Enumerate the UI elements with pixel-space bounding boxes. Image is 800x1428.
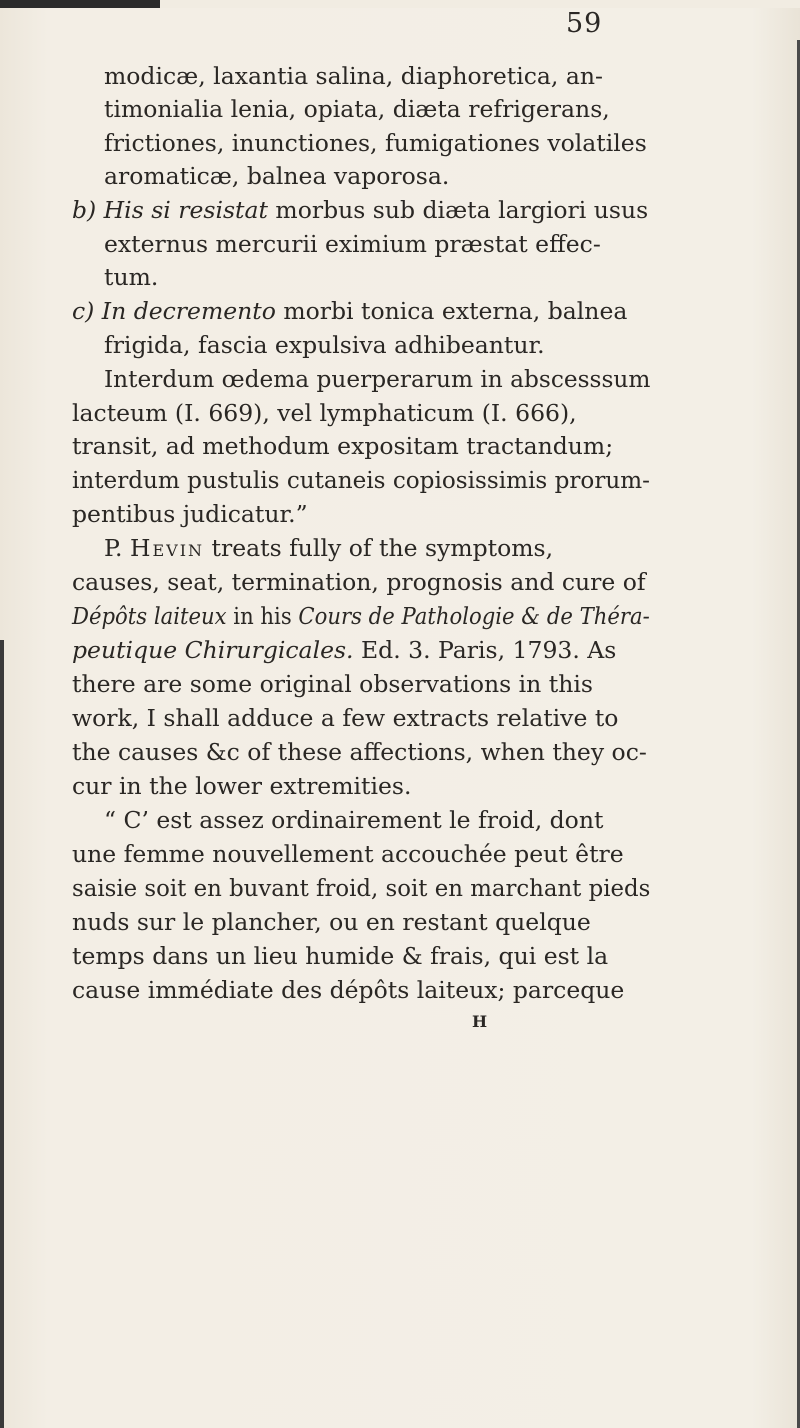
page-number: 59 xyxy=(566,8,603,39)
line-text-italic: decremento xyxy=(133,297,276,325)
line-text: morbi tonica externa, balnea xyxy=(275,297,628,325)
text-line xyxy=(72,907,591,937)
line-text: lacteum (I. 669), vel lymphaticum (I. 666), xyxy=(72,399,577,427)
signature-mark: H xyxy=(472,1012,488,1031)
text-line xyxy=(72,771,411,801)
text-line xyxy=(72,195,648,225)
line-text: saisie soit en buvant froid, soit en marchant pieds xyxy=(72,874,651,902)
text-line xyxy=(104,330,545,360)
text-line xyxy=(72,296,627,326)
book-title: peutique Chirurgicales. xyxy=(72,636,354,664)
book-title: Cours de Pathologie & de Théra- xyxy=(298,602,650,630)
line-text: frigida, fascia expulsiva adhibeantur. xyxy=(104,331,545,359)
text-line xyxy=(72,601,650,631)
line-text: transit, ad methodum expositam tractandum; xyxy=(72,432,614,460)
text-line xyxy=(104,61,603,91)
author-name: Hevin xyxy=(130,534,205,562)
line-text: une femme nouvellement accouchée peut être xyxy=(72,840,624,868)
line-text: nuds sur le plancher, ou en restant quelque xyxy=(72,908,591,936)
text-line xyxy=(72,431,613,461)
text-line xyxy=(104,94,610,124)
line-text: the causes &c of these affections, when they oc- xyxy=(72,738,647,766)
line-text: there are some original observations in this xyxy=(72,670,593,698)
text-line xyxy=(72,975,624,1005)
line-text: modicæ, laxantia salina, diaphoretica, an- xyxy=(104,62,603,90)
line-text: “ C’ est assez ordinairement le froid, dont xyxy=(104,806,604,834)
line-text: frictiones, inunctiones, fumigationes volatiles xyxy=(104,129,647,157)
line-text-italic: b) His si resistat xyxy=(72,196,268,224)
text-line xyxy=(72,703,618,733)
text-line xyxy=(72,499,308,529)
page-left-shadow xyxy=(0,640,4,1428)
line-text: aromaticæ, balnea vaporosa. xyxy=(104,162,450,190)
text-line xyxy=(104,805,603,835)
line-text: cur in the lower extremities. xyxy=(72,772,412,800)
line-text: pentibus judicatur.” xyxy=(72,500,308,528)
line-text: temps dans un lieu humide & frais, qui est la xyxy=(72,942,609,970)
text-line xyxy=(72,635,616,665)
line-text: causes, seat, termination, prognosis and cure of xyxy=(72,568,646,596)
line-text: P. xyxy=(104,534,130,562)
line-text: timonialia lenia, opiata, diæta refrigerans, xyxy=(104,95,610,123)
page-top-edge xyxy=(160,0,800,8)
line-text: interdum pustulis cutaneis copiosissimis prorum- xyxy=(72,466,650,494)
line-text: Interdum œdema puerperarum in abscesssum xyxy=(104,365,651,393)
line-text: treats fully of the symptoms, xyxy=(204,534,554,562)
line-text: work, I shall adduce a few extracts relative to xyxy=(72,704,619,732)
text-line xyxy=(104,364,650,394)
text-line xyxy=(104,161,449,191)
line-text-italic: c) In xyxy=(72,297,134,325)
line-text: morbus sub diæta largiori usus xyxy=(267,196,649,224)
text-line xyxy=(72,398,577,428)
text-line xyxy=(72,737,647,767)
line-text-italic: Dépôts laiteux xyxy=(72,602,227,630)
text-line xyxy=(72,669,593,699)
line-text: tum. xyxy=(104,263,159,291)
text-line xyxy=(72,941,608,971)
line-text: Ed. 3. Paris, 1793. As xyxy=(353,636,617,664)
text-line xyxy=(104,229,601,259)
text-line xyxy=(72,839,624,869)
line-text: in his xyxy=(226,602,299,630)
text-line xyxy=(72,465,650,495)
line-text: cause immédiate des dépôts laiteux; parceque xyxy=(72,976,625,1004)
text-line xyxy=(72,873,650,903)
text-line xyxy=(72,567,646,597)
line-text: externus mercurii eximium præstat effec- xyxy=(104,230,601,258)
text-line xyxy=(104,533,553,563)
text-line xyxy=(104,128,647,158)
text-line xyxy=(104,262,158,292)
